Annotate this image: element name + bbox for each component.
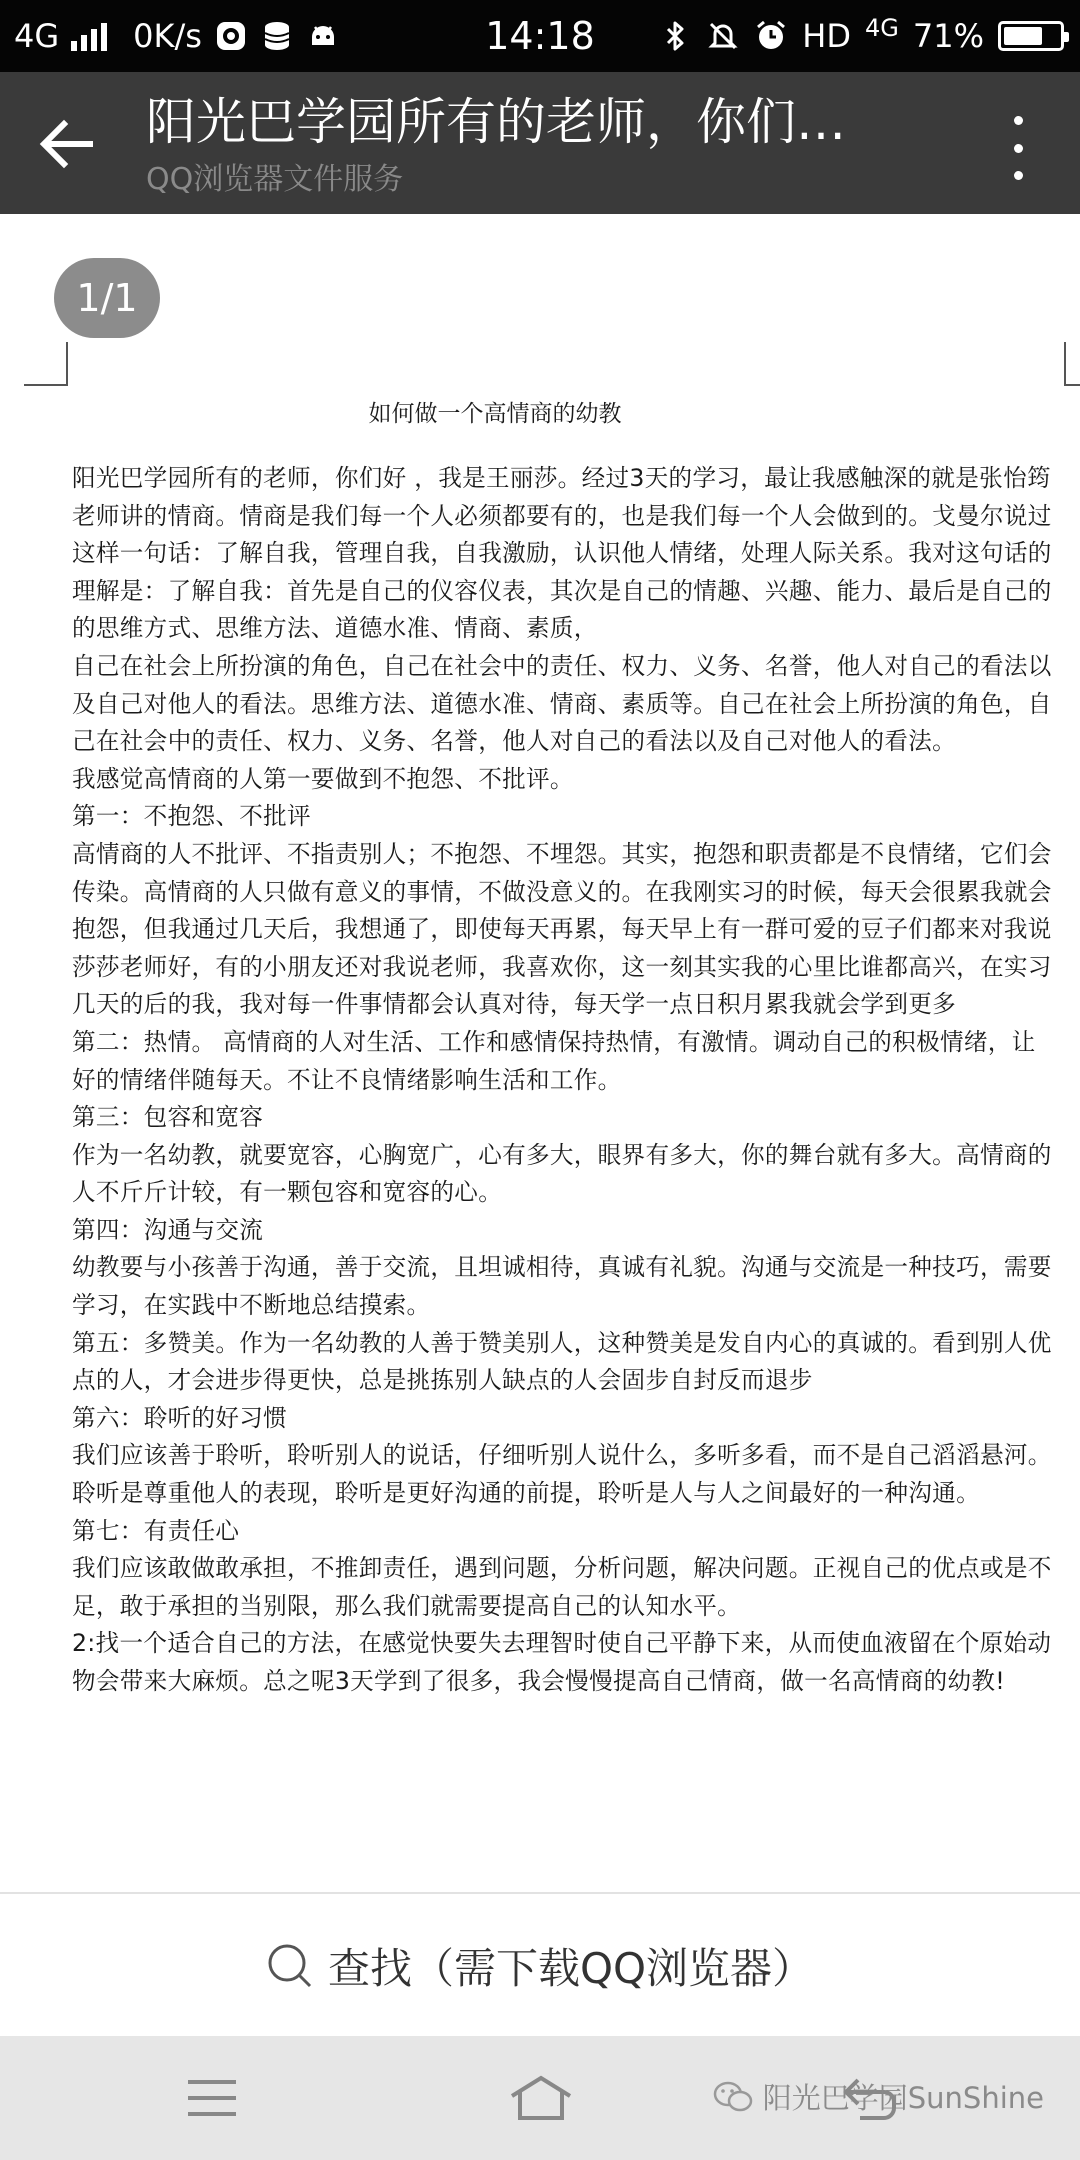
paragraph: 我们应该敢做敢承担，不推卸责任，遇到问题，分析问题，解决问题。正视自己的优点或是不足，敢于承担的当别限，那么我们就需要提高自己的认知水平。	[72, 1554, 1052, 1620]
paragraph: 阳光巴学园所有的老师，你们好 ，我是王丽莎。经过3天的学习，最让我感触深的就是张怡筠老师讲的情商。情商是我们每一个人必须都要有的，也是我们每一个人会做到的。戈曼尔说过这样一句话：了解自我，管理自我，自我激励，认识他人情绪，处理人际关系。我对这句话的理解是：了解自我：首先是自己的仪容仪表，其次是自己的情趣、兴趣、能力、最后是自己的的思维方式、思维方法、道德水准、情商、素质，	[72, 464, 1052, 643]
dot	[1014, 144, 1023, 153]
watermark-text: 阳光巴学园SunShine	[762, 2081, 1044, 2115]
section-heading: 第四：沟通与交流	[72, 1215, 264, 1244]
clock: 14:18	[485, 14, 595, 58]
paragraph: 我感觉高情商的人第一要做到不抱怨、不批评。	[72, 764, 574, 793]
battery-icon	[998, 21, 1064, 51]
paragraph: 自己在社会上所扮演的角色，自己在社会中的责任、权力、义务、名誉，他人对自己的看法以及自己对他人的看法。思维方法、道德水准、情商、素质等。自己在社会上所扮演的角色，自己在社会中的责任、权力、义务、名誉，他人对自己的看法以及自己对他人的看法。	[72, 651, 1052, 756]
page-corner-mark	[1064, 342, 1080, 386]
back-arrow-icon[interactable]	[34, 112, 98, 176]
find-label: 查找（需下载QQ浏览器）	[327, 1944, 815, 1993]
dot	[1014, 116, 1023, 125]
battery-percent: 71%	[912, 17, 984, 55]
title-area	[146, 88, 936, 200]
status-right	[658, 0, 1064, 72]
document-body	[72, 460, 1056, 1701]
hd-label: HD	[802, 17, 851, 55]
find-button[interactable]	[0, 1892, 1080, 2038]
navigation-bar	[0, 2036, 1080, 2160]
document-title: 如何做一个高情商的幼教	[368, 401, 622, 427]
dot	[1014, 171, 1023, 180]
wechat-watermark	[713, 2076, 1044, 2117]
paragraph: 作为一名幼教，就要宽容，心胸宽广，心有多大，眼界有多大，你的舞台就有多大。高情商的人不斤斤计较，有一颗包容和宽容的心。	[72, 1140, 1052, 1207]
paragraph: 第二：热情。 高情商的人对生活、工作和感情保持热情，有激情。调动自己的积极情绪，让好的情绪伴随每天。不让不良情绪影响生活和工作。	[72, 1027, 1036, 1094]
more-options-button[interactable]	[1008, 116, 1028, 180]
section-heading: 第三：包容和宽容	[72, 1103, 264, 1132]
network-type: 4G	[14, 17, 60, 55]
page-subtitle: QQ浏览器文件服务	[146, 162, 404, 197]
section-heading: 第六：聆听的好习惯	[72, 1403, 288, 1432]
page-corner-mark	[24, 342, 68, 386]
paragraph: 幼教要与小孩善于沟通，善于交流，且坦诚相待，真诚有礼貌。沟通与交流是一种技巧，需要学习，在实践中不断地总结摸索。	[72, 1253, 1052, 1320]
home-icon[interactable]	[506, 2072, 576, 2124]
document-viewer[interactable]	[0, 214, 1080, 1892]
menu-icon[interactable]	[182, 2072, 242, 2124]
page-indicator: 1/1	[54, 258, 160, 338]
search-icon	[266, 1942, 314, 1990]
section-heading: 第七：有责任心	[72, 1516, 240, 1545]
app-bar	[0, 72, 1080, 214]
network-speed: 0K/s	[133, 17, 202, 55]
wechat-icon	[713, 2080, 753, 2114]
bluetooth-icon	[658, 19, 692, 53]
section-heading: 第一：不抱怨、不批评	[72, 802, 311, 831]
paragraph: 我们应该善于聆听，聆听别人的说话，仔细听别人说什么，多听多看，而不是自己滔滔悬河。聆听是尊重他人的表现，聆听是更好沟通的前提，聆听是人与人之间最好的一种沟通。	[72, 1441, 1052, 1508]
paragraph: 2:找一个适合自己的方法，在感觉快要失去理智时使自己平静下来，从而使血液留在个原始动物会带来大麻烦。总之呢3天学到了很多，我会慢慢提高自己情商，做一名高情商的幼教!	[72, 1629, 1052, 1695]
network-type-right: 4G	[865, 14, 899, 42]
page-title: 阳光巴学园所有的老师，你们…	[146, 93, 846, 151]
alarm-icon	[754, 19, 788, 53]
status-bar	[0, 0, 1080, 72]
paragraph: 高情商的人不批评、不指责别人；不抱怨、不埋怨。其实，抱怨和职责都是不良情绪，它们会传染。高情商的人只做有意义的事情，不做没意义的。在我刚实习的时候，每天会很累我就会抱怨，但我通过几天后，我想通了，即使每天再累，每天早上有一群可爱的豆子们都来对我说莎莎老师好，有的小朋友还对我说老师，我喜欢你，这一刻其实我的心里比谁都高兴，在实习几天的后的我，我对每一件事情都会认真对待，每天学一点日积月累我就会学到更多	[72, 839, 1052, 1019]
mute-icon	[706, 19, 740, 53]
paragraph: 第五：多赞美。作为一名幼教的人善于赞美别人，这种赞美是发自内心的真诚的。看到别人优点的人，才会进步得更快，总是挑拣别人缺点的人会固步自封反而退步	[72, 1328, 1052, 1395]
